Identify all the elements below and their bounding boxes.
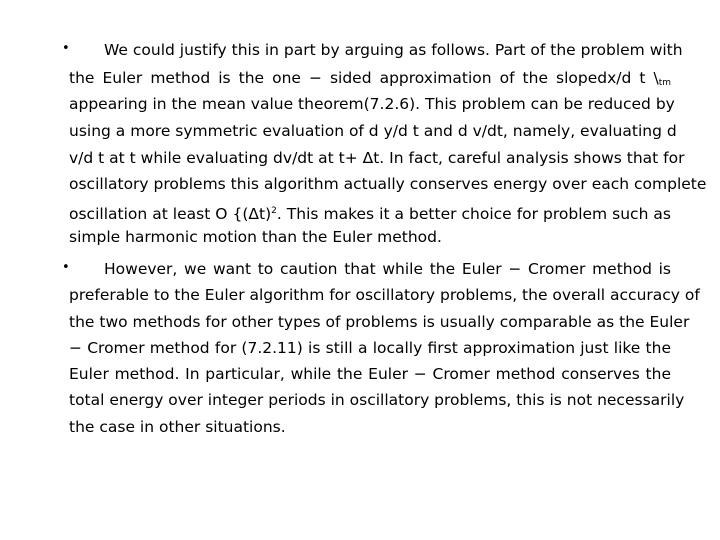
- subscript-tm: tm: [658, 78, 671, 88]
- paragraph-1-line-1: We could justify this in part by arguing as follows. Part of the problem with: [104, 41, 683, 59]
- paragraph-1-line-3: appearing in the mean value theorem(7.2.6). This problem can be reduced by: [69, 95, 675, 113]
- paragraph-2-line-6: total energy over integer periods in oscillatory problems, this is not necessarily: [69, 391, 685, 409]
- paragraph-2-line-5: Euler method. In particular, while the Euler − Cromer method conserves the: [69, 365, 671, 383]
- paragraph-1-line-2: [69, 65, 671, 91]
- paragraph-2-line-4: − Cromer method for (7.2.11) is still a locally first approximation just like the: [69, 339, 671, 357]
- paragraph-2-line-2: preferable to the Euler algorithm for oscillatory problems, the overall accuracy of: [69, 286, 700, 304]
- line-7-text: oscillation at least O {(Δt): [69, 205, 272, 223]
- bullet-2: •: [62, 260, 70, 275]
- line-2-text: the Euler method is the one − sided approximation of the slopedx/d t \: [69, 69, 659, 87]
- bullet-1: •: [62, 41, 70, 56]
- paragraph-1-line-5: v/d t at t while evaluating dv/dt at t+ Δt. In fact, careful analysis shows that for: [69, 149, 685, 167]
- paragraph-1-line-6: oscillatory problems this algorithm actually conserves energy over each complete: [69, 175, 707, 193]
- paragraph-1-line-8: simple harmonic motion than the Euler method.: [69, 228, 442, 246]
- line-7-rest: . This makes it a better choice for problem such as: [276, 205, 671, 223]
- paragraph-2-line-1: However, we want to caution that while the Euler − Cromer method is: [104, 260, 671, 278]
- paragraph-2-line-3: the two methods for other types of problems is usually comparable as the Euler: [69, 313, 690, 331]
- paragraph-1-line-7: [69, 198, 671, 224]
- superscript-2: 2: [271, 206, 277, 216]
- paragraph-2-line-7: the case in other situations.: [69, 418, 286, 436]
- paragraph-1-line-4: using a more symmetric evaluation of d y/d t and d v/dt, namely, evaluating d: [69, 122, 677, 140]
